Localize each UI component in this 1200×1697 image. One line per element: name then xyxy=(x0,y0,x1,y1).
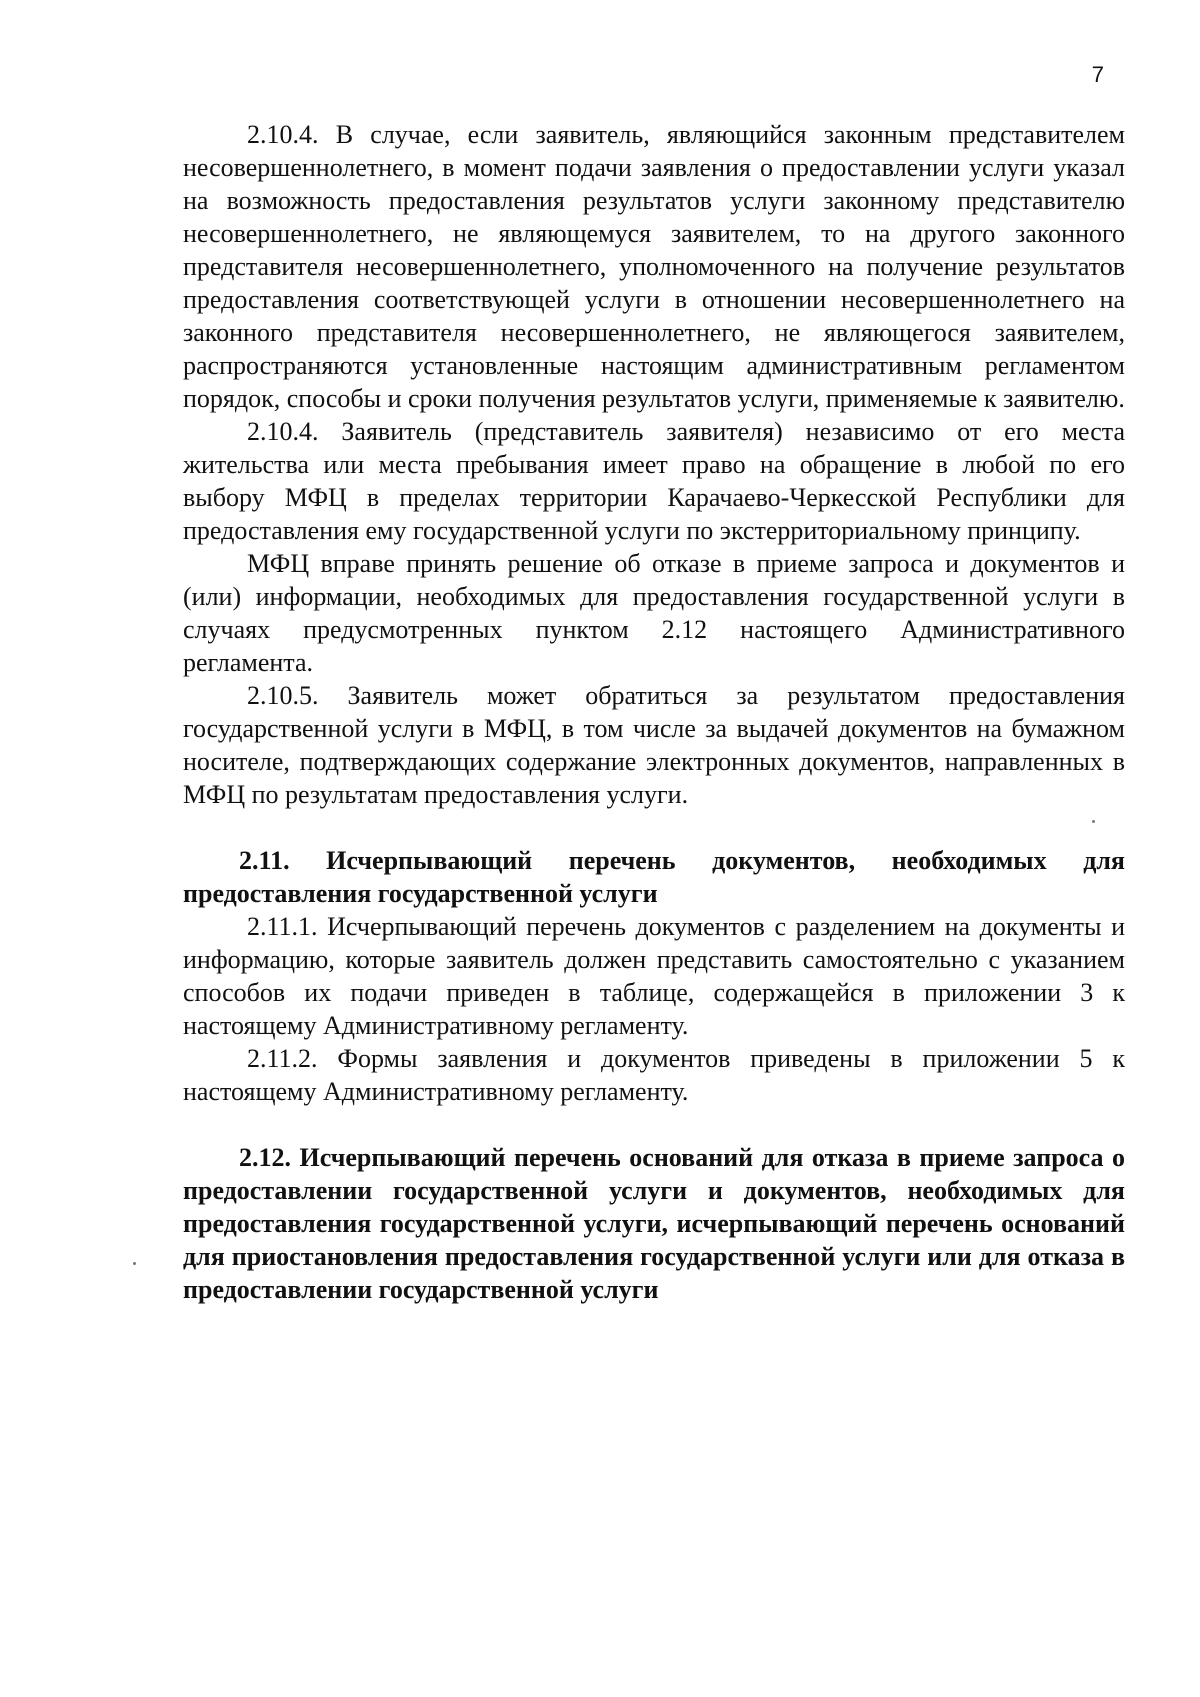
section-heading-2-11: 2.11. Исчерпывающий перечень документов, необходимых для предоставления государственной услуги xyxy=(183,846,1125,908)
scan-speck xyxy=(1092,820,1095,823)
document-body xyxy=(183,118,1125,1306)
paragraph-mfc-refusal: МФЦ вправе принять решение об отказе в приеме запроса и документов и (или) информации, необходимых для предоставления государственной услуги в случаях предусмотренных пунктом 2.12 настоящего Административного регламента. xyxy=(183,549,1125,677)
scan-speck xyxy=(133,1262,136,1265)
paragraph-2-10-4-extraterritorial: 2.10.4. Заявитель (представитель заявителя) независимо от его места жительства или места пребывания имеет право на обращение в любой по его выбору МФЦ в пределах территории Карачаево-Черкесской Республики для предоставления ему государственной услуги по экстерриториальному принципу. xyxy=(183,417,1125,545)
section-spacer xyxy=(183,1108,1125,1141)
paragraph-2-11-2: 2.11.2. Формы заявления и документов приведены в приложении 5 к настоящему Административному регламенту. xyxy=(183,1044,1125,1106)
section-heading-2-12: 2.12. Исчерпывающий перечень оснований для отказа в приеме запроса о предоставлении государственной услуги и документов, необходимых для предоставления государственной услуги, исчерпывающий перечень оснований для приостановления предоставления государственной услуги или для отказа в предоставлении государственной услуги xyxy=(183,1143,1125,1304)
paragraph-2-11-1: 2.11.1. Исчерпывающий перечень документов с разделением на документы и информацию, которые заявитель должен представить самостоятельно с указанием способов их подачи приведен в таблице, содержащейся в приложении 3 к настоящему Административному регламенту. xyxy=(183,912,1125,1040)
paragraph-2-10-4-legal-representative: 2.10.4. В случае, если заявитель, являющийся законным представителем несовершеннолетнего, в момент подачи заявления о предоставлении услуги указал на возможность предоставления результатов услуги законному представителю несовершеннолетнего, не являющемуся заявителем, то на другого законного представителя несовершеннолетнего, уполномоченного на получение результатов предоставления соответствующей услуги в отношении несовершеннолетнего на законного представителя несовершеннолетнего, не являющегося заявителем, распространяются установленные настоящим административным регламентом порядок, способы и сроки получения результатов услуги, применяемые к заявителю. xyxy=(183,120,1125,413)
paragraph-2-10-5: 2.10.5. Заявитель может обратиться за результатом предоставления государственной услуги в МФЦ, в том числе за выдачей документов на бумажном носителе, подтверждающих содержание электронных документов, направленных в МФЦ по результатам предоставления услуги. xyxy=(183,681,1125,809)
page-number: 7 xyxy=(1091,62,1104,87)
section-spacer xyxy=(183,811,1125,844)
